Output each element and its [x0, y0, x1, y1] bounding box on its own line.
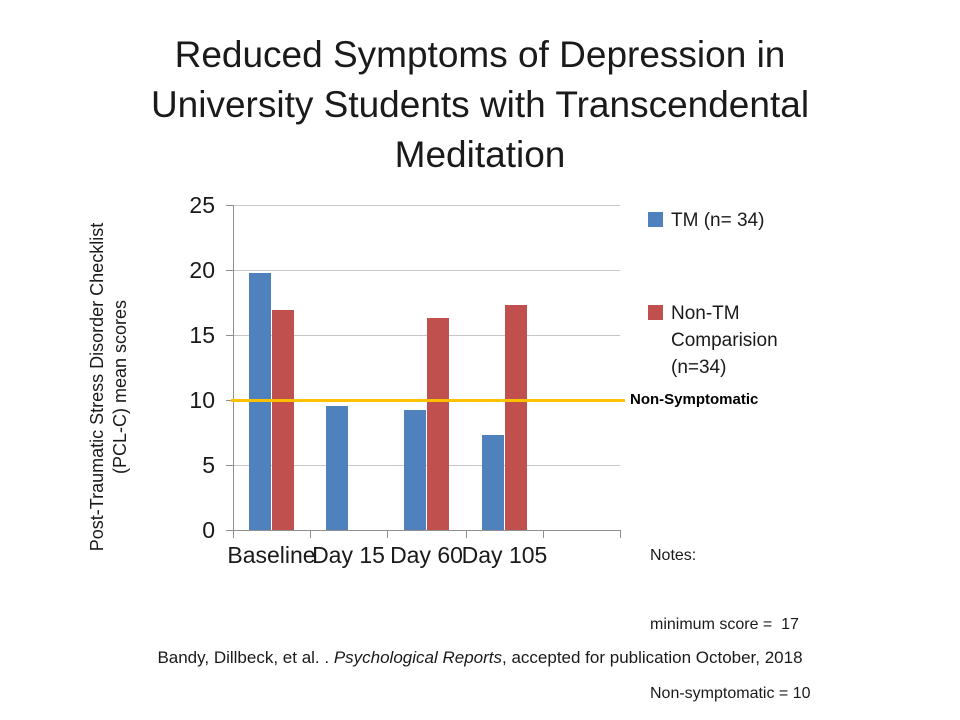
x-category-label: Baseline [227, 542, 316, 568]
x-tick-mark [387, 530, 388, 538]
citation-prefix: Bandy, Dillbeck, et al. . [157, 648, 334, 667]
y-tick-label: 5 [202, 452, 215, 478]
y-tick-label: 15 [189, 322, 215, 348]
legend-label-non-tm: Non-TM Comparision (n=34) [671, 303, 778, 378]
citation [0, 648, 960, 668]
notes-line: minimum score = 17 [650, 616, 799, 633]
x-category-label: Day 105 [461, 542, 548, 568]
bar-non-tm-baseline [272, 310, 294, 530]
reference-line [231, 399, 625, 402]
gridline [233, 270, 620, 271]
x-tick-mark [310, 530, 311, 538]
y-tick-label: 0 [202, 517, 215, 543]
x-tick-mark [466, 530, 467, 538]
legend-swatch-non-tm-icon [648, 305, 663, 320]
bar-non-tm-day-60 [427, 318, 449, 530]
bar-tm-day-60 [404, 410, 426, 530]
y-axis-title-line2: (PCL-C) mean scores [110, 299, 130, 475]
notes-line: Notes: [650, 547, 697, 564]
y-axis-title [86, 172, 134, 602]
reference-line-label: Non-Symptomatic [630, 391, 759, 408]
y-axis-line [233, 205, 234, 530]
y-axis-title-line1: Post-Traumatic Stress Disorder Checklist [87, 222, 107, 552]
legend-item-non-tm [648, 300, 821, 381]
bar-tm-day-105 [482, 435, 504, 530]
legend-item-tm [648, 207, 764, 234]
notes-block [650, 498, 811, 720]
y-tick-label: 20 [189, 257, 215, 283]
slide-title: Reduced Symptoms of Depression in University Students with Transcendental Meditation [150, 34, 810, 175]
y-tick-label: 25 [189, 192, 215, 218]
notes-line: Non-symptomatic = 10 [650, 685, 811, 702]
bar-non-tm-day-105 [505, 305, 527, 530]
gridline [233, 205, 620, 206]
x-category-label: Day 15 [312, 542, 385, 568]
x-tick-mark [233, 530, 234, 538]
x-category-label: Day 60 [390, 542, 463, 568]
x-axis-line [233, 530, 620, 531]
legend-label-tm: TM (n= 34) [671, 210, 765, 231]
bar-tm-day-15 [326, 406, 348, 530]
citation-journal: Psychological Reports [333, 648, 503, 667]
x-tick-mark [543, 530, 544, 538]
x-tick-mark [620, 530, 621, 538]
y-tick-label: 10 [189, 387, 215, 413]
legend-swatch-tm-icon [648, 212, 663, 227]
citation-suffix: , accepted for publication October, 2018 [502, 648, 803, 667]
